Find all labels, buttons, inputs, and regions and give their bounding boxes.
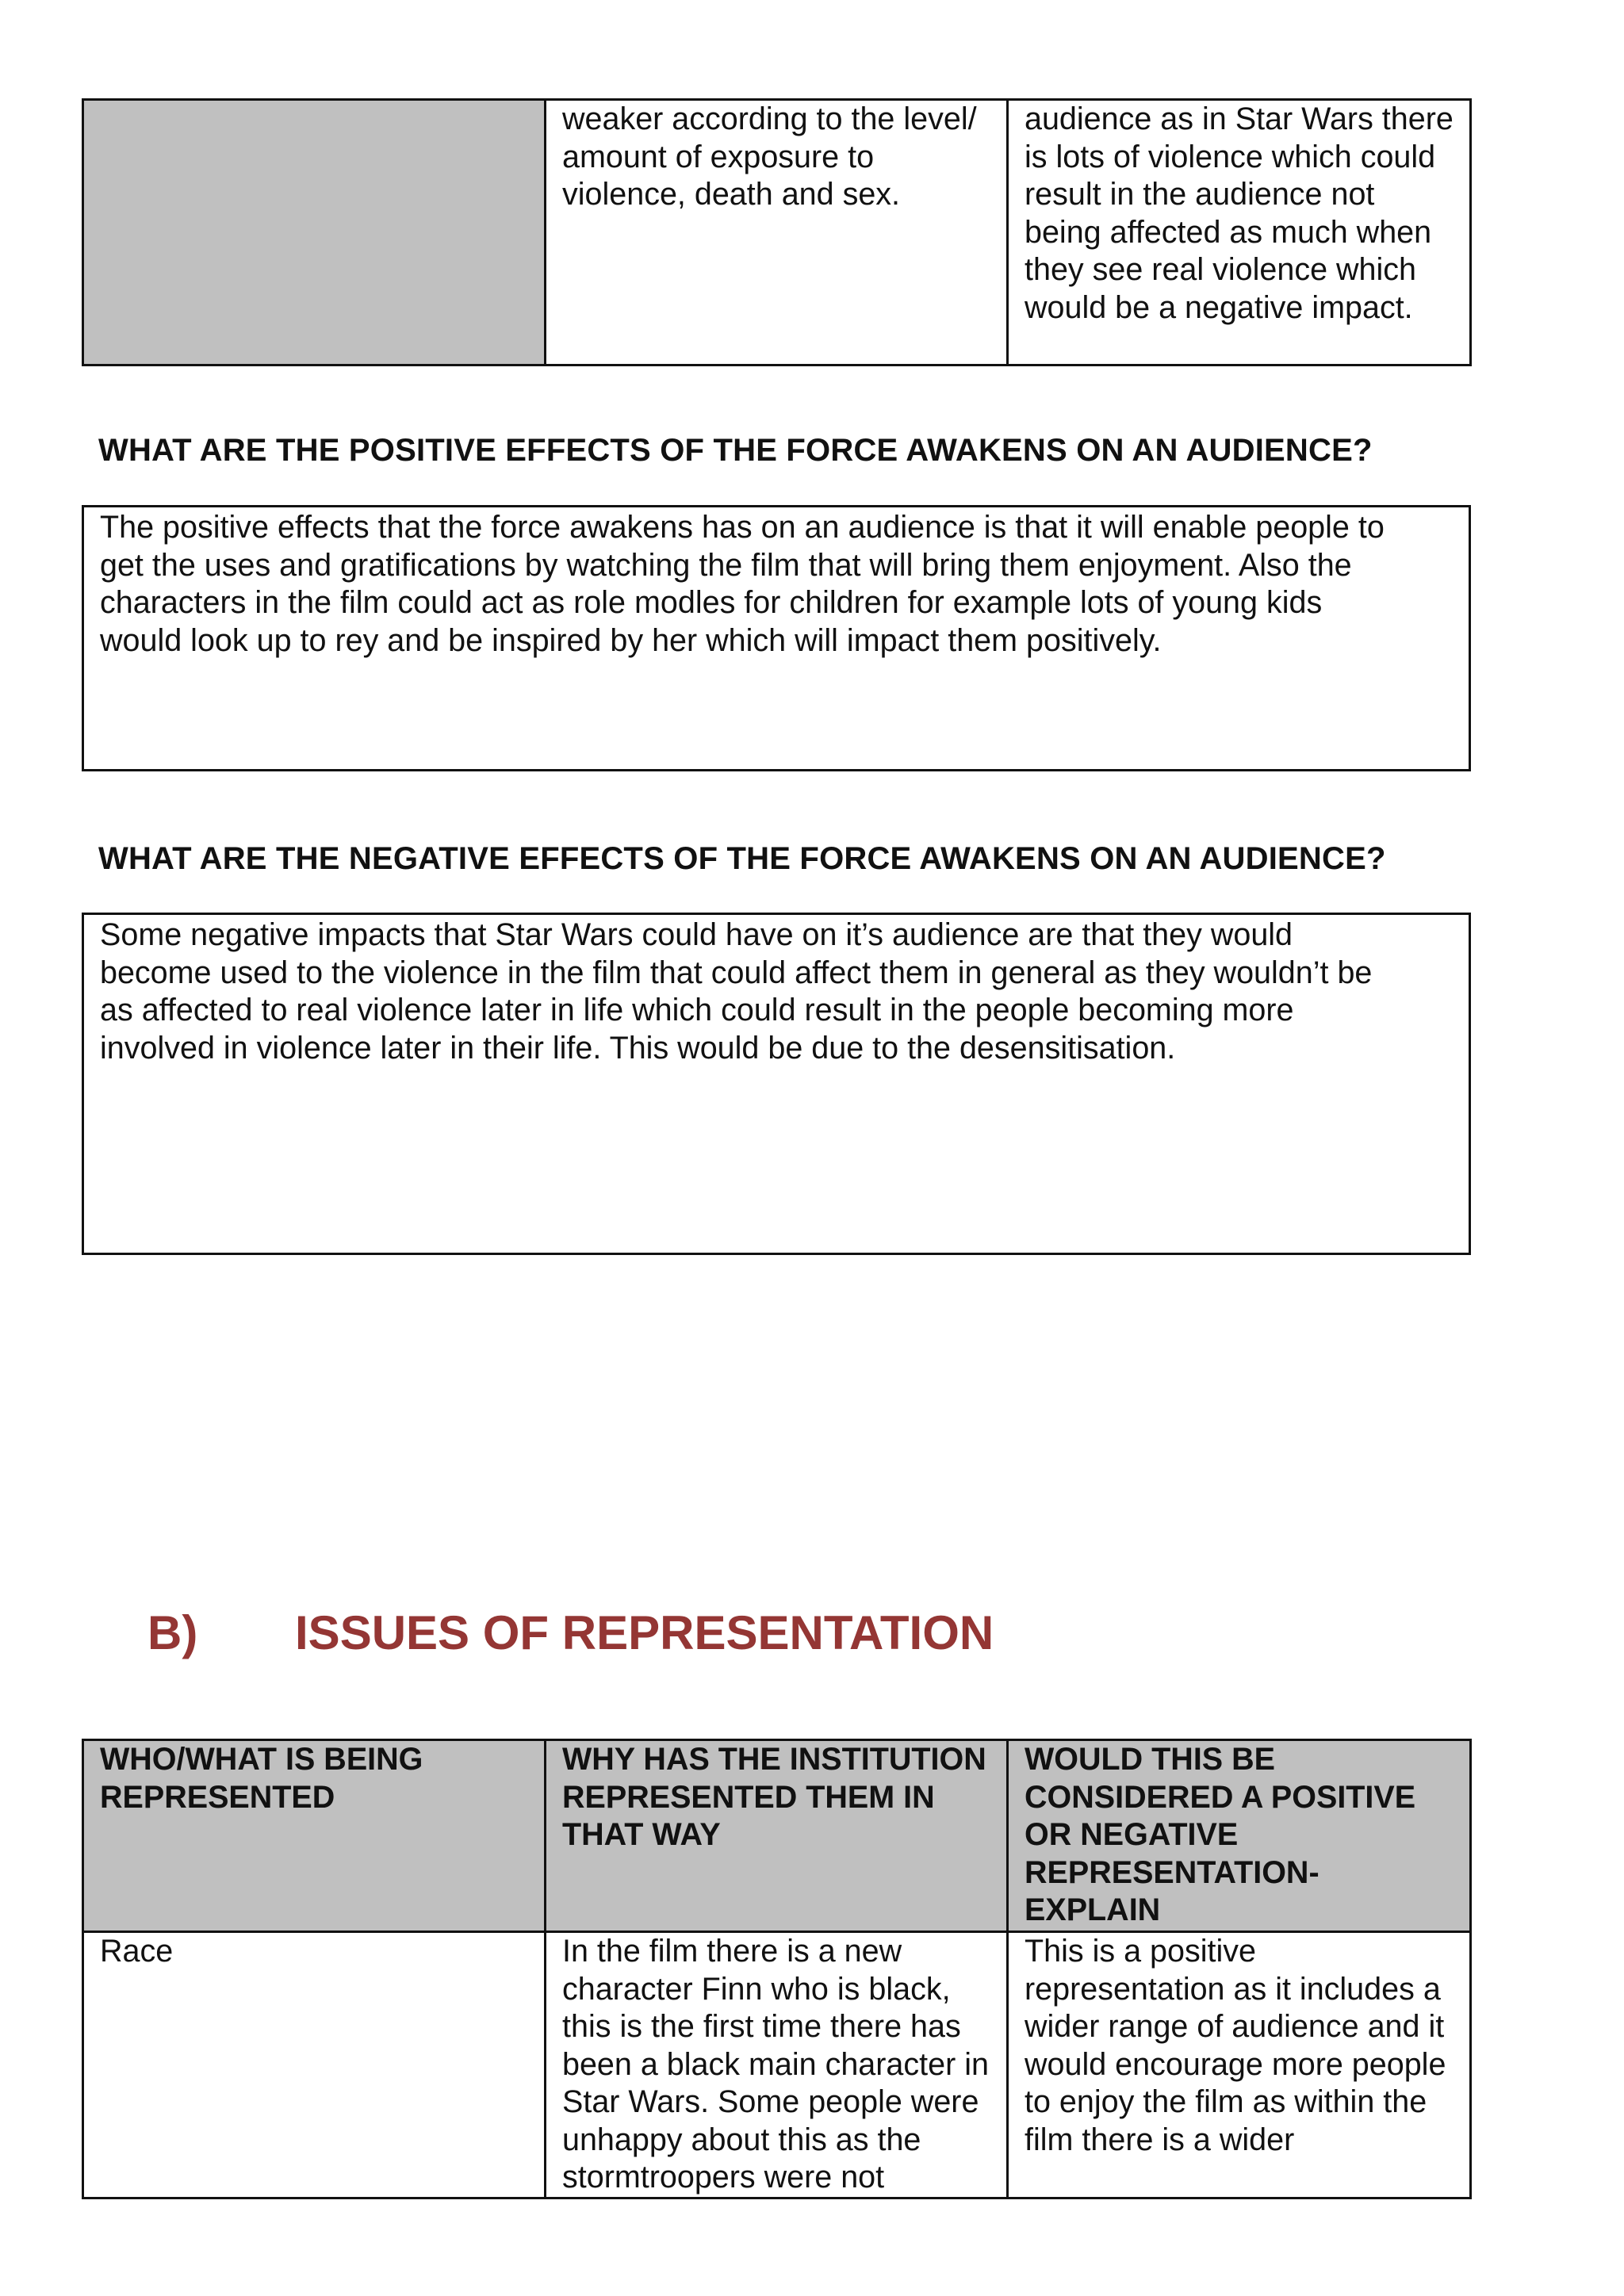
representation-table <box>82 1739 1472 2199</box>
top-table-col3-text: audience as in Star Wars there is lots of violence which could result in the audience not being affected as much when they see real violence which would be a negative impact. <box>1025 101 1454 325</box>
top-table-gray-cell <box>83 100 546 365</box>
row-why: In the film there is a new character Finn who is black, this is the first time there has been a black main character in Star Wars. Some people were unhappy about this as the stormtroopers were not <box>562 1934 989 2195</box>
top-table-col3-cell <box>1008 100 1471 365</box>
positive-line: characters in the film could act as role modles for children for example lots of young kids <box>100 585 1323 620</box>
row-judgement: This is a positive representation as it includes a wider range of audience and it would encourage more people to enjoy the film as within the film there is a wider <box>1025 1934 1446 2157</box>
top-table-col2-text: weaker according to the level/ amount of exposure to violence, death and sex. <box>562 101 977 212</box>
table-row <box>83 1932 1471 2198</box>
positive-heading: WHAT ARE THE POSITIVE EFFECTS OF THE FORCE AWAKENS ON AN AUDIENCE? <box>98 433 1373 468</box>
positive-line: The positive effects that the force awakens has on an audience is that it will enable people to <box>100 510 1385 545</box>
header-who-cell <box>83 1740 546 1932</box>
header-why-cell <box>546 1740 1008 1932</box>
row-judgement-cell <box>1008 1932 1471 2198</box>
negative-line: involved in violence later in their life. This would be due to the desensitisation. <box>100 1030 1176 1066</box>
negative-line: as affected to real violence later in life which could result in the people becoming more <box>100 993 1294 1027</box>
positive-line: get the uses and gratifications by watching the film that will bring them enjoyment. Also the <box>100 547 1352 583</box>
top-table-col2-cell <box>546 100 1008 365</box>
header-why: WHY HAS THE INSTITUTION REPRESENTED THEM IN THAT WAY <box>562 1742 986 1852</box>
negative-answer-box <box>82 913 1471 1255</box>
row-who: Race <box>100 1934 174 1969</box>
negative-line: Some negative impacts that Star Wars could have on it’s audience are that they would <box>100 917 1293 952</box>
section-b-title: ISSUES OF REPRESENTATION <box>295 1606 994 1659</box>
negative-heading: WHAT ARE THE NEGATIVE EFFECTS OF THE FORCE AWAKENS ON AN AUDIENCE? <box>98 841 1386 876</box>
header-judgement: WOULD THIS BE CONSIDERED A POSITIVE OR NEGATIVE REPRESENTATION- EXPLAIN <box>1025 1742 1416 1927</box>
section-b-letter: B) <box>147 1606 198 1659</box>
header-judgement-cell <box>1008 1740 1471 1932</box>
positive-line: would look up to rey and be inspired by her which will impact them positively. <box>100 622 1162 658</box>
row-why-cell <box>546 1932 1008 2198</box>
row-who-cell <box>83 1932 546 2198</box>
negative-line: become used to the violence in the film that could affect them in general as they wouldn’t be <box>100 955 1373 990</box>
positive-answer-box <box>82 505 1471 771</box>
top-table <box>82 98 1472 366</box>
header-who: WHO/WHAT IS BEING REPRESENTED <box>100 1742 423 1815</box>
